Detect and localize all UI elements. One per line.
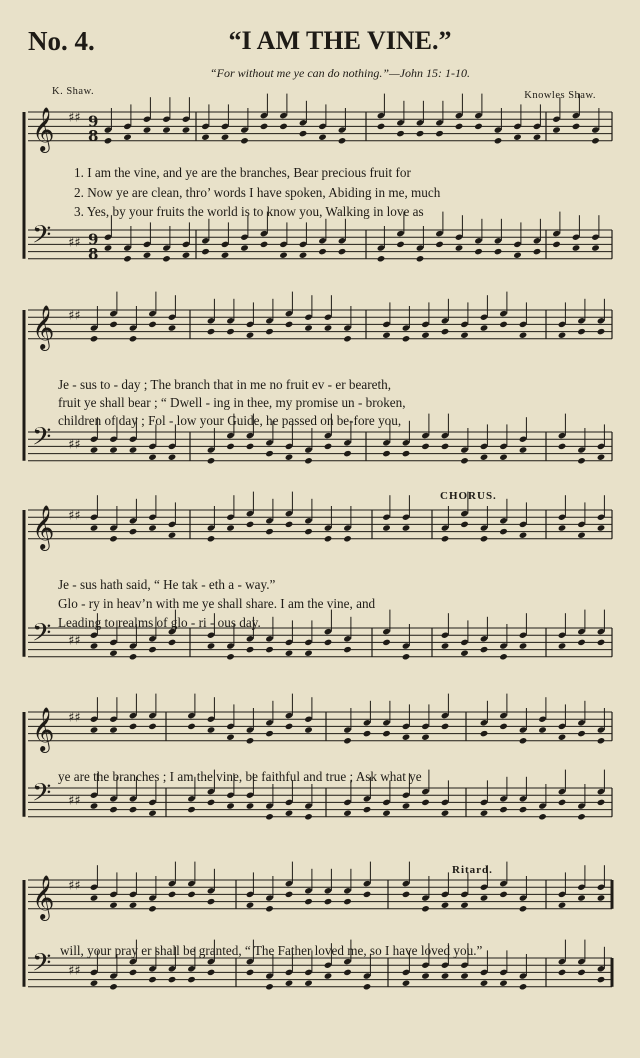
note-head bbox=[168, 976, 177, 983]
note-head bbox=[499, 891, 508, 898]
note-head bbox=[396, 241, 405, 248]
note-head bbox=[168, 639, 177, 646]
sharp-icon: ♯♯ bbox=[68, 793, 81, 809]
note-head bbox=[519, 905, 528, 912]
note-head bbox=[597, 976, 606, 983]
note-head bbox=[90, 980, 99, 987]
sharp-icon: ♯♯ bbox=[68, 308, 81, 324]
note-head bbox=[499, 980, 508, 987]
note-head bbox=[226, 524, 235, 531]
note-head bbox=[109, 535, 118, 542]
note-head bbox=[519, 983, 528, 990]
note-head bbox=[148, 905, 157, 912]
note-head bbox=[382, 524, 391, 531]
note-head bbox=[577, 328, 586, 335]
note-head bbox=[207, 898, 216, 905]
note-head bbox=[260, 123, 269, 130]
note-head bbox=[558, 524, 567, 531]
note-head bbox=[597, 639, 606, 646]
sharp-icon: ♯♯ bbox=[68, 508, 81, 524]
note-head bbox=[435, 130, 444, 137]
note-head bbox=[460, 332, 469, 339]
note-head bbox=[572, 244, 581, 251]
note-head bbox=[499, 321, 508, 328]
scripture-quote: “For without me ye can do nothing.”—John 15: 1-10. bbox=[210, 66, 470, 80]
note-head bbox=[304, 726, 313, 733]
note-head bbox=[382, 639, 391, 646]
note-head bbox=[441, 535, 450, 542]
note-head bbox=[533, 248, 542, 255]
note-head bbox=[441, 642, 450, 649]
note-head bbox=[421, 443, 430, 450]
note-head bbox=[187, 723, 196, 730]
bass-clef-icon: 𝄢 bbox=[32, 778, 52, 814]
note-head bbox=[480, 646, 489, 653]
note-head bbox=[343, 737, 352, 744]
note-head bbox=[402, 980, 411, 987]
note-head bbox=[591, 244, 600, 251]
note-head bbox=[591, 137, 600, 144]
note-head bbox=[474, 123, 483, 130]
note-head bbox=[285, 521, 294, 528]
note-head bbox=[207, 726, 216, 733]
bass-clef-icon: 𝄢 bbox=[32, 220, 52, 256]
note-head bbox=[304, 650, 313, 657]
note-head bbox=[577, 969, 586, 976]
note-head bbox=[129, 653, 138, 660]
note-head bbox=[402, 653, 411, 660]
note-head bbox=[343, 969, 352, 976]
note-head bbox=[304, 324, 313, 331]
lyric-line: fruit ye shall bear ; “ Dwell - ing in thee, my promise un - broken, bbox=[58, 395, 406, 410]
treble-clef-icon: 𝄞 bbox=[32, 875, 55, 920]
note-head bbox=[558, 443, 567, 450]
note-head bbox=[246, 902, 255, 909]
lyric-line: Glo - ry in heav’n with me ye shall share. I am the vine, and bbox=[58, 596, 376, 611]
note-head bbox=[304, 457, 313, 464]
note-head bbox=[246, 737, 255, 744]
lyric-line: Je - sus to - day ; The branch that in me no fruit ev - er beareth, bbox=[58, 377, 391, 392]
note-head bbox=[519, 332, 528, 339]
note-head bbox=[265, 905, 274, 912]
note-head bbox=[109, 650, 118, 657]
lyric-line: will, your pray er shall be granted, “ The Father loved me, so I have loved you.” bbox=[60, 943, 483, 958]
note-head bbox=[90, 894, 99, 901]
note-head bbox=[421, 972, 430, 979]
note-head bbox=[597, 894, 606, 901]
sharp-icon: ♯♯ bbox=[68, 110, 81, 126]
note-head bbox=[148, 321, 157, 328]
note-head bbox=[480, 730, 489, 737]
treble-clef-icon: 𝄞 bbox=[32, 305, 55, 350]
note-head bbox=[187, 976, 196, 983]
note-head bbox=[168, 532, 177, 539]
note-head bbox=[246, 443, 255, 450]
note-head bbox=[480, 454, 489, 461]
note-head bbox=[148, 524, 157, 531]
note-head bbox=[279, 252, 288, 259]
note-head bbox=[519, 806, 528, 813]
note-head bbox=[226, 328, 235, 335]
note-head bbox=[129, 335, 138, 342]
note-head bbox=[441, 443, 450, 450]
note-head bbox=[343, 646, 352, 653]
note-head bbox=[494, 248, 503, 255]
note-head bbox=[480, 980, 489, 987]
note-head bbox=[597, 328, 606, 335]
lyric-line: children of day ; Fol - low your Guide, he passed on be-fore you, bbox=[58, 413, 402, 428]
note-head bbox=[226, 443, 235, 450]
note-head bbox=[240, 244, 249, 251]
note-head bbox=[285, 980, 294, 987]
note-head bbox=[226, 653, 235, 660]
lyric-line: 2. Now ye are clean, thro’ words I have spoken, Abiding in me, much bbox=[74, 185, 441, 200]
note-head bbox=[104, 244, 113, 251]
note-head bbox=[207, 328, 216, 335]
note-head bbox=[324, 639, 333, 646]
note-head bbox=[182, 252, 191, 259]
note-head bbox=[143, 252, 152, 259]
note-head bbox=[460, 521, 469, 528]
note-head bbox=[201, 134, 210, 141]
note-head bbox=[435, 241, 444, 248]
note-head bbox=[597, 737, 606, 744]
note-head bbox=[558, 734, 567, 741]
note-head bbox=[597, 799, 606, 806]
note-head bbox=[90, 524, 99, 531]
lyric-line: Je - sus hath said, “ He tak - eth a - way.” bbox=[58, 577, 276, 592]
note-head bbox=[513, 252, 522, 259]
lyric-line: 1. I am the vine, and ye are the branches, Bear precious fruit for bbox=[74, 165, 411, 180]
sharp-icon: ♯♯ bbox=[68, 633, 81, 649]
note-head bbox=[402, 335, 411, 342]
note-head bbox=[460, 650, 469, 657]
note-head bbox=[246, 521, 255, 528]
sharp-icon: ♯♯ bbox=[68, 710, 81, 726]
note-head bbox=[285, 891, 294, 898]
note-head bbox=[513, 134, 522, 141]
note-head bbox=[90, 642, 99, 649]
note-head bbox=[207, 457, 216, 464]
lyric-line: ye are the branches ; I am the vine, be faithful and true ; Ask what ye bbox=[58, 769, 422, 784]
note-head bbox=[499, 454, 508, 461]
time-signature: 9 bbox=[88, 230, 99, 249]
note-head bbox=[558, 332, 567, 339]
note-head bbox=[577, 730, 586, 737]
note-head bbox=[123, 134, 132, 141]
note-head bbox=[285, 810, 294, 817]
note-head bbox=[90, 335, 99, 342]
note-head bbox=[109, 806, 118, 813]
note-head bbox=[285, 454, 294, 461]
note-head bbox=[441, 723, 450, 730]
note-head bbox=[460, 902, 469, 909]
note-head bbox=[538, 726, 547, 733]
note-head bbox=[552, 241, 561, 248]
note-head bbox=[265, 646, 274, 653]
note-head bbox=[572, 123, 581, 130]
note-head bbox=[324, 972, 333, 979]
note-head bbox=[109, 902, 118, 909]
note-head bbox=[480, 324, 489, 331]
sharp-icon: ♯♯ bbox=[68, 437, 81, 453]
note-head bbox=[402, 802, 411, 809]
note-head bbox=[499, 723, 508, 730]
note-head bbox=[402, 450, 411, 457]
note-head bbox=[168, 324, 177, 331]
note-head bbox=[109, 321, 118, 328]
chorus-label: CHORUS. bbox=[440, 490, 497, 502]
note-head bbox=[558, 799, 567, 806]
sharp-icon: ♯♯ bbox=[68, 963, 81, 979]
note-head bbox=[382, 332, 391, 339]
note-head bbox=[519, 642, 528, 649]
note-head bbox=[129, 902, 138, 909]
note-head bbox=[299, 130, 308, 137]
note-head bbox=[343, 450, 352, 457]
note-head bbox=[577, 532, 586, 539]
note-head bbox=[246, 332, 255, 339]
note-head bbox=[519, 737, 528, 744]
note-head bbox=[377, 123, 386, 130]
note-head bbox=[129, 528, 138, 535]
note-head bbox=[240, 137, 249, 144]
note-head bbox=[519, 532, 528, 539]
note-head bbox=[129, 446, 138, 453]
note-head bbox=[552, 126, 561, 133]
note-head bbox=[441, 810, 450, 817]
note-head bbox=[207, 642, 216, 649]
note-head bbox=[265, 730, 274, 737]
hymn-number: No. 4. bbox=[28, 26, 95, 56]
note-head bbox=[455, 123, 464, 130]
bass-clef-icon: 𝄢 bbox=[32, 422, 52, 458]
note-head bbox=[201, 248, 210, 255]
note-head bbox=[597, 454, 606, 461]
note-head bbox=[402, 734, 411, 741]
note-head bbox=[260, 241, 269, 248]
note-head bbox=[162, 126, 171, 133]
note-head bbox=[499, 528, 508, 535]
note-head bbox=[382, 810, 391, 817]
note-head bbox=[221, 252, 230, 259]
note-head bbox=[162, 255, 171, 262]
note-head bbox=[538, 813, 547, 820]
note-head bbox=[265, 328, 274, 335]
note-head bbox=[421, 734, 430, 741]
note-head bbox=[377, 255, 386, 262]
note-head bbox=[324, 535, 333, 542]
note-head bbox=[324, 324, 333, 331]
lyric-line: Leading to realms of glo - ri - ous day. bbox=[58, 615, 261, 630]
note-head bbox=[480, 535, 489, 542]
note-head bbox=[129, 806, 138, 813]
lyric-line: 3. Yes, by your fruits the world is to know you, Walking in love as bbox=[74, 204, 424, 219]
note-head bbox=[474, 248, 483, 255]
note-head bbox=[299, 252, 308, 259]
note-head bbox=[343, 898, 352, 905]
note-head bbox=[338, 248, 347, 255]
note-head bbox=[324, 443, 333, 450]
time-signature: 9 bbox=[88, 112, 99, 131]
note-head bbox=[304, 898, 313, 905]
note-head bbox=[265, 528, 274, 535]
note-head bbox=[246, 969, 255, 976]
bass-clef-icon: 𝄢 bbox=[32, 948, 52, 984]
note-head bbox=[168, 454, 177, 461]
note-head bbox=[109, 726, 118, 733]
note-head bbox=[363, 891, 372, 898]
note-head bbox=[265, 450, 274, 457]
note-head bbox=[396, 130, 405, 137]
composer-credit: Knowles Shaw. bbox=[524, 90, 596, 101]
bass-clef-icon: 𝄢 bbox=[32, 618, 52, 654]
note-head bbox=[382, 730, 391, 737]
sharp-icon: ♯♯ bbox=[68, 878, 81, 894]
note-head bbox=[279, 123, 288, 130]
note-head bbox=[304, 528, 313, 535]
note-head bbox=[494, 137, 503, 144]
note-head bbox=[304, 980, 313, 987]
note-head bbox=[441, 328, 450, 335]
note-head bbox=[285, 321, 294, 328]
note-head bbox=[480, 894, 489, 901]
note-head bbox=[577, 894, 586, 901]
note-head bbox=[207, 969, 216, 976]
note-head bbox=[123, 255, 132, 262]
note-head bbox=[318, 248, 327, 255]
note-head bbox=[304, 813, 313, 820]
note-head bbox=[533, 134, 542, 141]
note-head bbox=[143, 126, 152, 133]
note-head bbox=[226, 734, 235, 741]
note-head bbox=[168, 891, 177, 898]
note-head bbox=[416, 130, 425, 137]
note-head bbox=[455, 244, 464, 251]
note-head bbox=[104, 137, 113, 144]
note-head bbox=[460, 972, 469, 979]
note-head bbox=[577, 813, 586, 820]
note-head bbox=[441, 972, 450, 979]
note-head bbox=[148, 976, 157, 983]
note-head bbox=[207, 535, 216, 542]
note-head bbox=[148, 454, 157, 461]
note-head bbox=[343, 535, 352, 542]
note-head bbox=[221, 134, 230, 141]
note-head bbox=[402, 524, 411, 531]
treble-clef-icon: 𝄞 bbox=[32, 107, 55, 152]
note-head bbox=[402, 891, 411, 898]
lyricist-credit: K. Shaw. bbox=[52, 86, 95, 97]
note-head bbox=[499, 653, 508, 660]
note-head bbox=[441, 902, 450, 909]
note-head bbox=[148, 646, 157, 653]
note-head bbox=[343, 335, 352, 342]
note-head bbox=[363, 730, 372, 737]
note-head bbox=[558, 902, 567, 909]
note-head bbox=[338, 137, 347, 144]
treble-clef-icon: 𝄞 bbox=[32, 505, 55, 550]
note-head bbox=[129, 969, 138, 976]
note-head bbox=[480, 810, 489, 817]
note-head bbox=[363, 983, 372, 990]
note-head bbox=[148, 723, 157, 730]
note-head bbox=[187, 891, 196, 898]
note-head bbox=[460, 457, 469, 464]
note-head bbox=[226, 802, 235, 809]
note-head bbox=[324, 898, 333, 905]
note-head bbox=[577, 457, 586, 464]
note-head bbox=[246, 802, 255, 809]
note-head bbox=[421, 799, 430, 806]
note-head bbox=[129, 723, 138, 730]
note-head bbox=[558, 969, 567, 976]
time-signature: 8 bbox=[88, 126, 99, 145]
treble-clef-icon: 𝄞 bbox=[32, 707, 55, 752]
note-head bbox=[148, 810, 157, 817]
note-head bbox=[577, 639, 586, 646]
note-head bbox=[265, 983, 274, 990]
hymn-title: “I AM THE VINE.” bbox=[228, 26, 452, 55]
note-head bbox=[90, 726, 99, 733]
note-head bbox=[90, 802, 99, 809]
note-head bbox=[499, 806, 508, 813]
note-head bbox=[343, 810, 352, 817]
note-head bbox=[265, 813, 274, 820]
time-signature: 8 bbox=[88, 244, 99, 263]
note-head bbox=[285, 650, 294, 657]
note-head bbox=[416, 255, 425, 262]
note-head bbox=[90, 446, 99, 453]
note-head bbox=[246, 646, 255, 653]
note-head bbox=[421, 332, 430, 339]
note-head bbox=[363, 806, 372, 813]
ritard-label: Ritard. bbox=[452, 864, 493, 876]
note-head bbox=[558, 642, 567, 649]
note-head bbox=[597, 524, 606, 531]
note-head bbox=[318, 134, 327, 141]
note-head bbox=[421, 905, 430, 912]
note-head bbox=[187, 806, 196, 813]
note-head bbox=[109, 446, 118, 453]
note-head bbox=[109, 983, 118, 990]
sharp-icon: ♯♯ bbox=[68, 235, 81, 251]
note-head bbox=[382, 450, 391, 457]
note-head bbox=[519, 446, 528, 453]
note-head bbox=[207, 799, 216, 806]
note-head bbox=[182, 126, 191, 133]
note-head bbox=[285, 723, 294, 730]
